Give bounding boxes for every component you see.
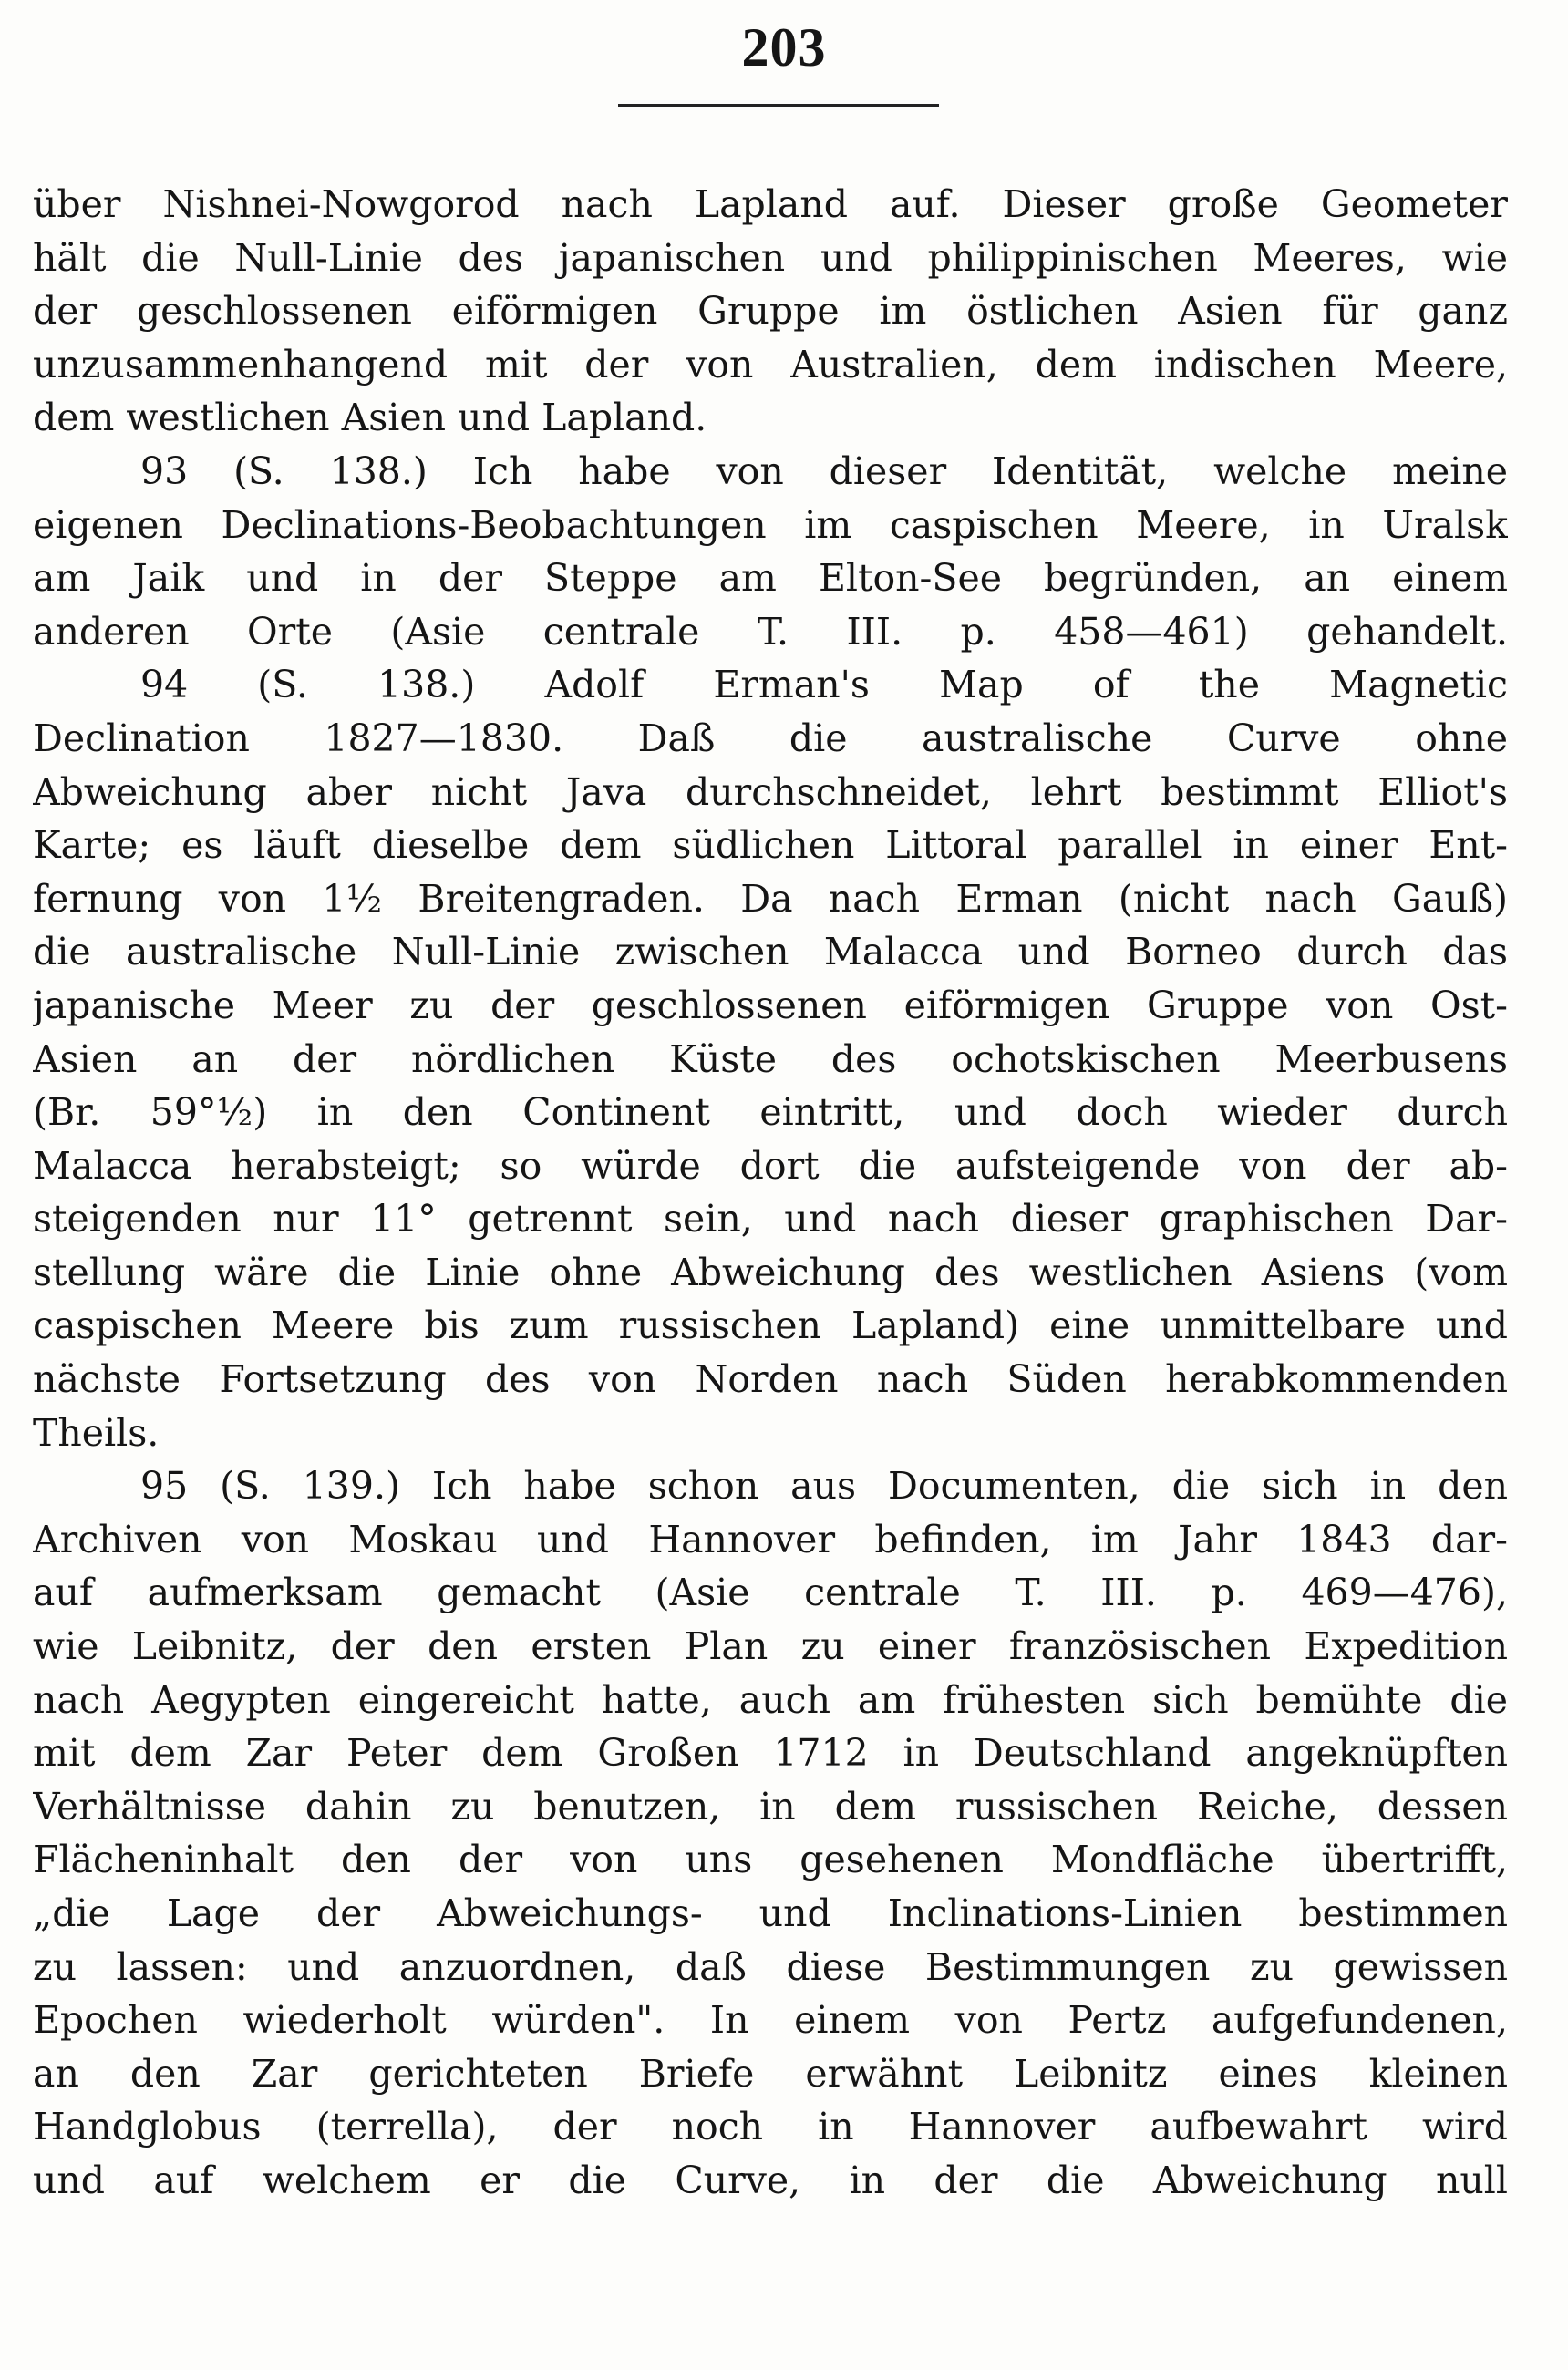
text-line: hält die Null-Linie des japanischen und philippinischen Meeres, wie (33, 235, 1508, 280)
text-line: dem westlichen Asien und Lapland. (33, 396, 707, 440)
text-line: (Br. 59°½) in den Continent eintritt, und doch wieder durch (33, 1090, 1508, 1135)
text-line: auf aufmerksam gemacht (Asie centrale T. III. p. 469—476), (33, 1571, 1508, 1615)
footnote-95-start: 95 (S. 139.) Ich habe schon aus Documenten, die sich in den (140, 1464, 1508, 1509)
text-line: Karte; es läuft dieselbe dem südlichen Littoral parallel in einer Ent- (33, 823, 1508, 868)
footnote-93-start: 93 (S. 138.) Ich habe von dieser Identität, welche meine (140, 448, 1508, 493)
text-line: wie Leibnitz, der den ersten Plan zu einer französischen Expedition (33, 1624, 1508, 1669)
text-line: Malacca herabsteigt; so würde dort die aufsteigende von der ab- (33, 1143, 1508, 1188)
text-line: am Jaik und in der Steppe am Elton-See begründen, an einem (33, 556, 1508, 601)
text-line: und auf welchem er die Curve, in der die Abweichung null (33, 2158, 1508, 2202)
text-line: stellung wäre die Linie ohne Abweichung des westlichen Asiens (vom (33, 1250, 1508, 1294)
text-line: caspischen Meere bis zum russischen Lapland) eine unmittelbare und (33, 1304, 1508, 1348)
text-line: Theils. (33, 1410, 160, 1455)
text-line: japanische Meer zu der geschlossenen eiförmigen Gruppe von Ost- (33, 983, 1508, 1027)
text-line: mit dem Zar Peter dem Großen 1712 in Deutschland angeknüpften (33, 1731, 1508, 1776)
text-line: über Nishnei-Nowgorod nach Lapland auf. Dieser große Geometer (33, 182, 1508, 226)
header-rule (618, 104, 939, 107)
text-line: Asien an der nördlichen Küste des ochotskischen Meerbusens (33, 1036, 1508, 1081)
page-number: 203 (741, 17, 827, 77)
text-line: der geschlossenen eiförmigen Gruppe im östlichen Asien für ganz (33, 289, 1508, 334)
text-line: Abweichung aber nicht Java durchschneidet, lehrt bestimmt Elliot's (33, 769, 1508, 814)
text-line: steigenden nur 11° getrennt sein, und nach dieser graphischen Dar- (33, 1197, 1508, 1242)
text-line: eigenen Declinations-Beobachtungen im caspischen Meere, in Uralsk (33, 502, 1508, 547)
text-line: an den Zar gerichteten Briefe erwähnt Leibnitz eines kleinen (33, 2051, 1508, 2096)
text-line: anderen Orte (Asie centrale T. III. p. 458—461) gehandelt. (33, 609, 1508, 654)
body-text (33, 178, 1508, 2208)
text-line: Verhältnisse dahin zu benutzen, in dem russischen Reiche, dessen (33, 1784, 1508, 1829)
footnote-94-start: 94 (S. 138.) Adolf Erman's Map of the Magnetic (140, 663, 1508, 707)
text-line: Handglobus (terrella), der noch in Hannover aufbewahrt wird (33, 2105, 1508, 2149)
text-line: Declination 1827—1830. Daß die australische Curve ohne (33, 716, 1508, 760)
text-line: zu lassen: und anzuordnen, daß diese Bestimmungen zu gewissen (33, 1944, 1508, 1989)
text-line: die australische Null-Linie zwischen Malacca und Borneo durch das (33, 930, 1508, 974)
text-line: „die Lage der Abweichungs- und Inclinations-Linien bestimmen (33, 1891, 1508, 1935)
text-line: nach Aegypten eingereicht hatte, auch am frühesten sich bemühte die (33, 1677, 1508, 1722)
text-line: nächste Fortsetzung des von Norden nach Süden herabkommenden (33, 1357, 1508, 1402)
text-line: fernung von 1½ Breitengraden. Da nach Erman (nicht nach Gauß) (33, 876, 1508, 921)
text-line: Archiven von Moskau und Hannover befinden, im Jahr 1843 dar- (33, 1517, 1508, 1561)
text-line: Epochen wiederholt würden". In einem von Pertz aufgefundenen, (33, 1998, 1508, 2043)
text-line: unzusammenhangend mit der von Australien, dem indischen Meere, (33, 342, 1508, 386)
text-line: Flächeninhalt den der von uns gesehenen Mondfläche übertrifft, (33, 1838, 1508, 1882)
